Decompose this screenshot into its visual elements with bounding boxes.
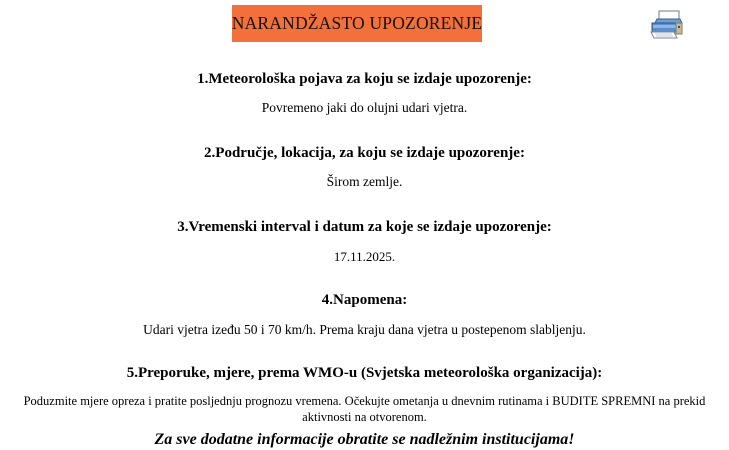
- section-2-body: Širom zemlje.: [326, 174, 403, 190]
- printer-icon: [646, 8, 686, 42]
- warning-title-banner: [232, 5, 482, 42]
- section-5: [0, 365, 729, 426]
- section-3-heading: 3.Vremenski interval i datum za koje se izdaje upozorenje:: [177, 219, 552, 236]
- section-2: [0, 145, 729, 191]
- print-button[interactable]: [646, 8, 686, 42]
- section-1-body: Povremeno jaki do olujni udari vjetra.: [261, 100, 468, 116]
- section-3-body: 17.11.2025.: [333, 248, 396, 264]
- section-4-heading: 4.Napomena:: [321, 291, 408, 308]
- section-4: [0, 292, 729, 339]
- section-5-body: Poduzmite mjere opreza i pratite posljednju prognozu vremena. Očekujte ometanja u dnevnim rutinama i BUDITE SPREMNI na prekid aktivnosti na otvorenom.: [23, 394, 706, 424]
- document-header: [0, 0, 729, 50]
- section-2-heading: 2.Područje, lokacija, za koju se izdaje upozorenje:: [204, 145, 525, 162]
- section-3: [0, 219, 729, 265]
- section-1: [0, 71, 729, 117]
- section-4-body: Udari vjetra izeđu 50 i 70 km/h. Prema kraju dana vjetra u postepenom slabljenju.: [143, 322, 586, 337]
- footer-note: Za sve dodatne informacije obratite se nadležnim institucijama!: [154, 431, 575, 449]
- section-5-heading: 5.Preporuke, mjere, prema WMO-u (Svjetska meteorološka organizacija):: [126, 364, 603, 381]
- document-body: [0, 50, 729, 450]
- page-title: NARANDŽASTO UPOZORENJE: [231, 12, 483, 33]
- section-1-heading: 1.Meteorološka pojava za koju se izdaje upozorenje:: [197, 71, 532, 87]
